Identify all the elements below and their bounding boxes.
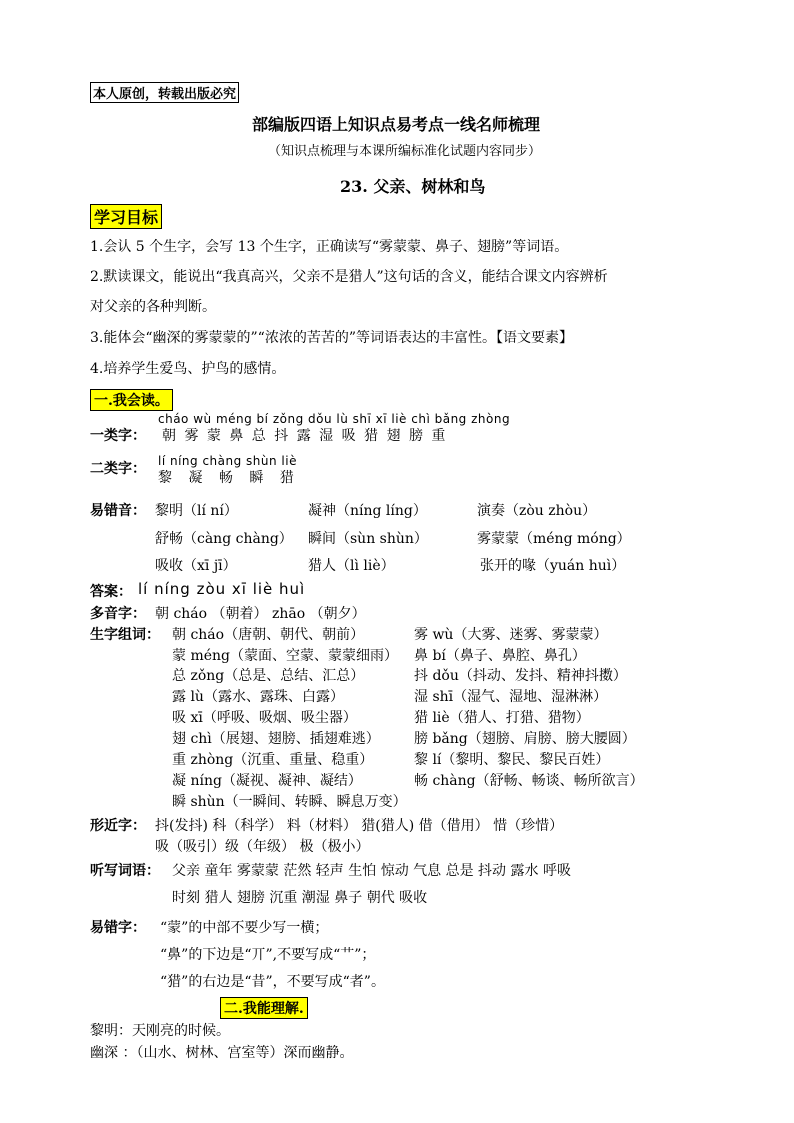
- word-entry: 膀 bǎng（翅膀、肩膀、膀大腰圆）: [414, 731, 636, 747]
- doc-title: 部编版四语上知识点易考点一线名师梳理: [252, 115, 541, 134]
- error-item: 瞬间（sùn shùn）: [308, 531, 428, 547]
- dictation-label: 听写词语：: [90, 863, 160, 879]
- original-note: 本人原创，转载出版必究: [90, 82, 239, 103]
- typo-line: “猎”的右边是“昔”，不要写成“者”。: [160, 974, 385, 990]
- word-entry: 瞬 shùn（一瞬间、转瞬、瞬息万变）: [172, 794, 407, 810]
- definition-line: 幽深 ：（山水、树林、宫室等）深而幽静。: [90, 1045, 354, 1061]
- answer-label: 答案：: [90, 584, 132, 600]
- error-item: 演奏（zòu zhòu）: [477, 503, 597, 519]
- definition-line: 黎明：天刚亮的时候。: [90, 1023, 230, 1039]
- word-entry: 猎 liè（猎人、打猎、猎物）: [414, 710, 590, 726]
- goal-line-4: 3.能体会“幽深的雾蒙蒙的”“浓浓的苦苦的”等词语表达的丰富性。【语文要素】: [90, 330, 573, 346]
- word-entry: 蒙 méng（蒙面、空蒙、蒙蒙细雨）: [172, 648, 398, 664]
- error-item: 张开的喙（yuán huì）: [480, 558, 626, 574]
- class2-chars: 黎 凝 畅 瞬 猎: [158, 470, 300, 486]
- similar-line: 吸（吸引）级（年级） 极（极小）: [155, 839, 370, 855]
- errors-label: 易错音：: [90, 503, 146, 519]
- similar-line: 抖(发抖) 科（科学） 料（材料） 猎(猎人) 借（借用） 惜（珍惜）: [155, 818, 564, 834]
- typo-line: “蒙”的中部不要少写一横；: [160, 920, 329, 936]
- word-entry: 露 lù（露水、露珠、白露）: [172, 689, 344, 705]
- answer-text: lí níng zòu xī liè huì: [138, 580, 306, 598]
- class1-chars: 朝 雾 蒙 鼻 总 抖 露 湿 吸 猎 翅 膀 重: [162, 428, 448, 444]
- word-entry: 朝 cháo（唐朝、朝代、朝前）: [172, 627, 365, 643]
- class2-pinyin: lí níng chàng shùn liè: [158, 454, 297, 468]
- goal-line-2: 2.默读课文，能说出“我真高兴，父亲不是猎人”这句话的含义，能结合课文内容辨析: [90, 269, 608, 285]
- typo-line: “鼻”的下边是“丌”,不要写成“艹”；: [160, 947, 376, 963]
- goal-line-3: 对父亲的各种判断。: [90, 299, 216, 315]
- word-entry: 雾 wù（大雾、迷雾、雾蒙蒙）: [414, 627, 608, 643]
- words-label: 生字组词：: [90, 627, 160, 643]
- polyphone-text: 朝 cháo （朝着） zhāo （朝夕）: [155, 606, 366, 622]
- word-entry: 湿 shī（湿气、湿地、湿淋淋）: [414, 689, 608, 705]
- error-item: 吸收（xī jī）: [155, 558, 237, 574]
- goal-line-1: 1.会认 5 个生字，会写 13 个生字，正确读写“雾蒙蒙、鼻子、翅膀”等词语。: [90, 239, 569, 255]
- word-entry: 畅 chàng（舒畅、畅谈、畅所欲言）: [414, 773, 644, 789]
- word-entry: 凝 níng（凝视、凝神、凝结）: [172, 773, 362, 789]
- error-item: 舒畅（càng chàng）: [155, 531, 293, 547]
- error-item: 雾蒙蒙（méng móng）: [477, 531, 631, 547]
- section1-label: 一.我会读。: [90, 389, 173, 411]
- polyphone-label: 多音字：: [90, 606, 146, 622]
- word-entry: 黎 lí（黎明、黎民、黎民百姓）: [414, 752, 610, 768]
- dictation-line: 时刻 猎人 翅膀 沉重 潮湿 鼻子 朝代 吸收: [172, 890, 428, 906]
- dictation-line: 父亲 童年 雾蒙蒙 茫然 轻声 生怕 惊动 气息 总是 抖动 露水 呼吸: [172, 863, 571, 879]
- goals-label: 学习目标: [90, 204, 162, 229]
- goal-line-5: 4.培养学生爱鸟、护鸟的感情。: [90, 361, 286, 377]
- class2-label: 二类字：: [90, 461, 146, 477]
- error-item: 凝神（níng líng）: [308, 503, 427, 519]
- word-entry: 翅 chì（展翅、翅膀、插翅难逃）: [172, 731, 380, 747]
- doc-subtitle: （知识点梳理与本课所编标准化试题内容同步）: [268, 144, 542, 159]
- class1-label: 一类字：: [90, 428, 146, 444]
- word-entry: 抖 dǒu（抖动、发抖、精神抖擞）: [414, 668, 627, 684]
- typo-label: 易错字：: [90, 920, 146, 936]
- lesson-title: 23. 父亲、树林和鸟: [340, 177, 486, 196]
- word-entry: 吸 xī（呼吸、吸烟、吸尘器）: [172, 710, 357, 726]
- section2-label: 二.我能理解.: [220, 997, 308, 1019]
- error-item: 猎人（lì liè）: [308, 558, 395, 574]
- word-entry: 重 zhòng（沉重、重量、稳重）: [172, 752, 374, 768]
- similar-label: 形近字：: [90, 818, 146, 834]
- word-entry: 总 zǒng（总是、总结、汇总）: [172, 668, 365, 684]
- class1-pinyin: cháo wù méng bí zǒng dǒu lù shī xī liè chì bǎng zhòng: [158, 412, 511, 426]
- error-item: 黎明（lí ní）: [155, 503, 238, 519]
- word-entry: 鼻 bí（鼻子、鼻腔、鼻孔）: [414, 648, 586, 664]
